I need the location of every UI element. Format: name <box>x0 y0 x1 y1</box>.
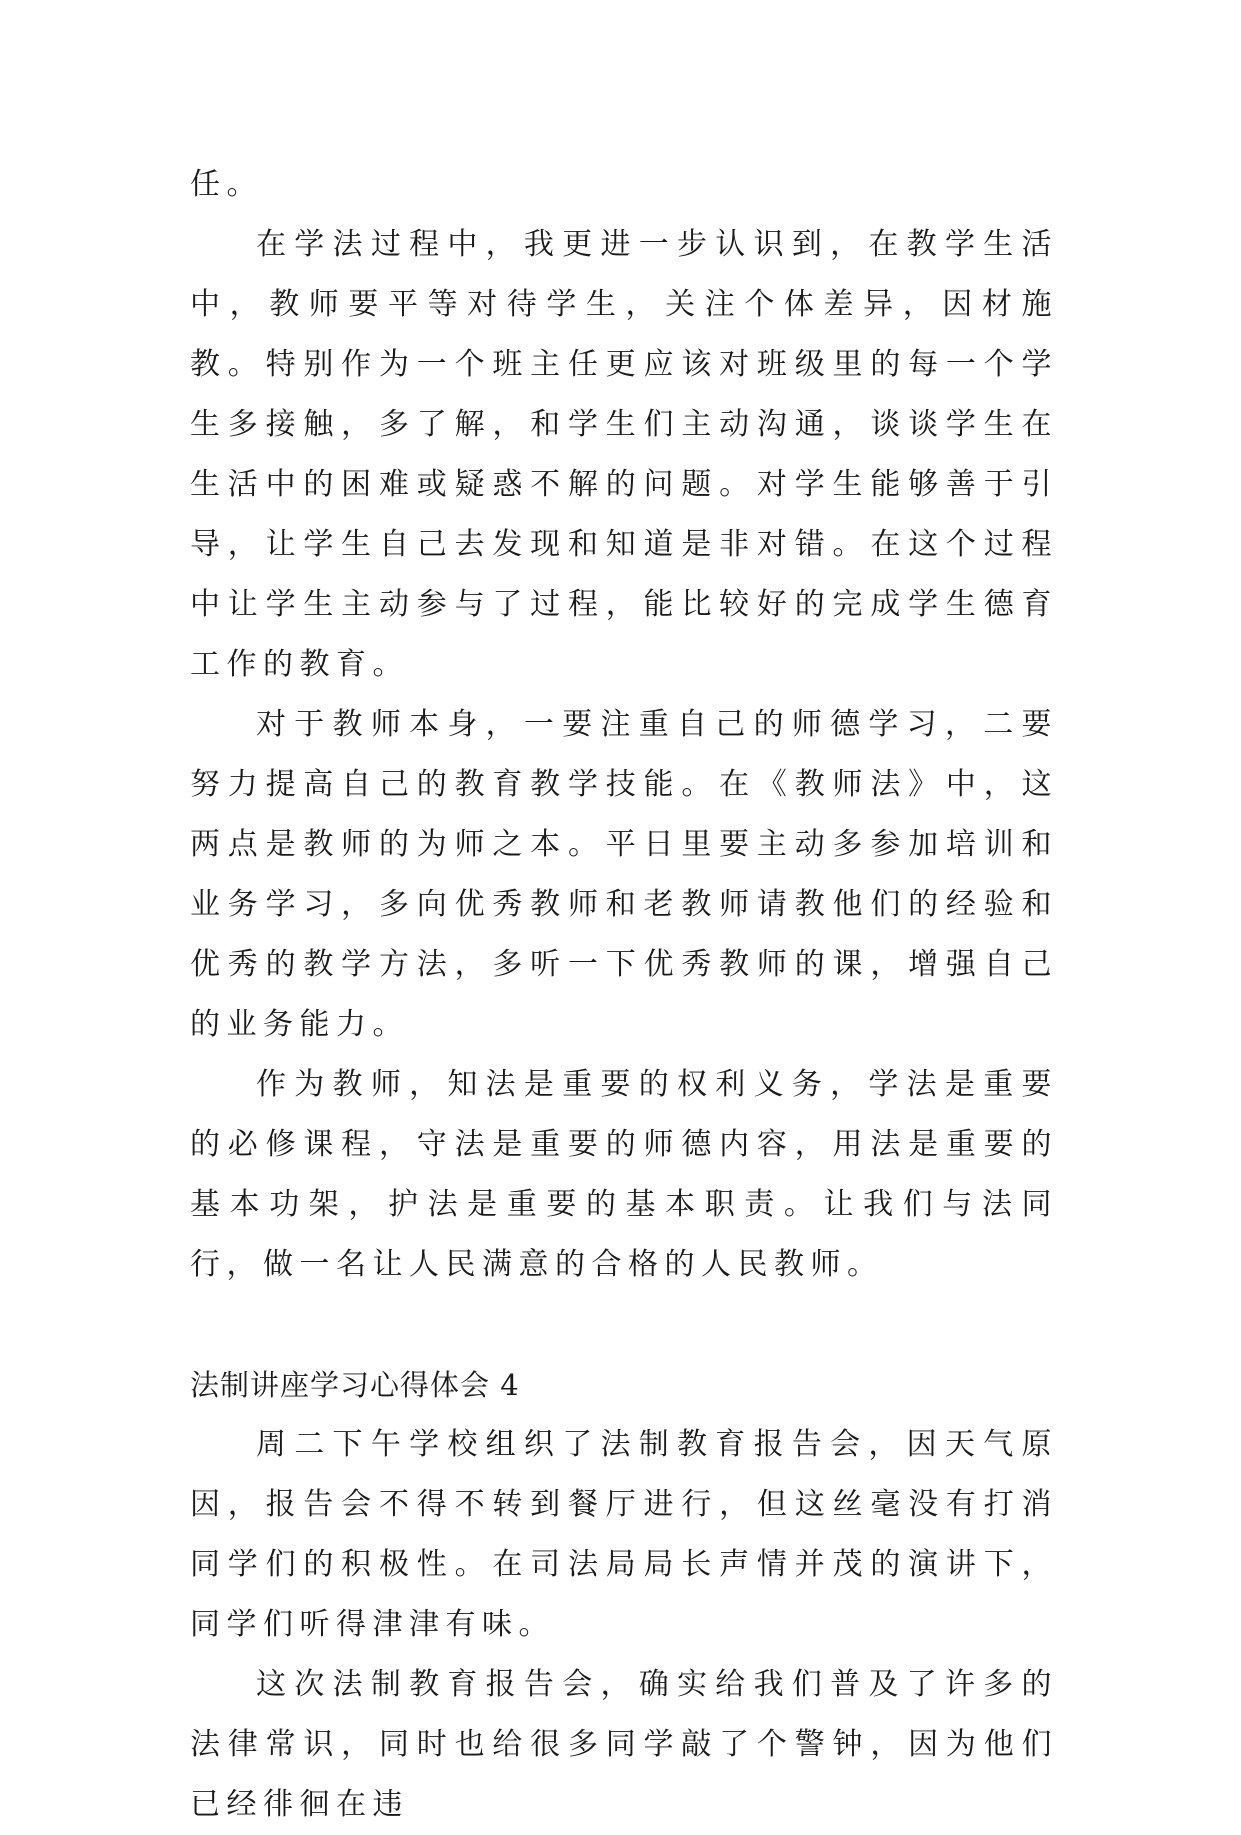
document-body <box>190 155 1058 1835</box>
paragraph: 作为教师，知法是重要的权利义务，学法是重要的必修课程，守法是重要的师德内容，用法是重要的基本功架，护法是重要的基本职责。让我们与法同行，做一名让人民满意的合格的人民教师。 <box>190 1067 1058 1282</box>
paragraph: 这次法制教育报告会，确实给我们普及了许多的法律常识，同时也给很多同学敲了个警钟，因为他们已经徘徊在违 <box>190 1667 1058 1822</box>
section-title: 法制讲座学习心得体会 4 <box>190 1368 520 1402</box>
paragraph-continuation: 任。 <box>190 167 263 202</box>
paragraph: 在学法过程中，我更进一步认识到，在教学生活中，教师要平等对待学生，关注个体差异，因材施教。特别作为一个班主任更应该对班级里的每一个学生多接触，多了解，和学生们主动沟通，谈谈学生在生活中的困难或疑惑不解的问题。对学生能够善于引导，让学生自己去发现和知道是非对错。在这个过程中让学生主动参与了过程，能比较好的完成学生德育工作的教育。 <box>190 227 1058 682</box>
paragraph: 周二下午学校组织了法制教育报告会，因天气原因，报告会不得不转到餐厅进行，但这丝毫没有打消同学们的积极性。在司法局局长声情并茂的演讲下，同学们听得津津有味。 <box>190 1427 1058 1642</box>
paragraph: 对于教师本身，一要注重自己的师德学习，二要努力提高自己的教育教学技能。在《教师法》中，这两点是教师的为师之本。平日里要主动多参加培训和业务学习，多向优秀教师和老教师请教他们的经验和优秀的教学方法，多听一下优秀教师的课，增强自己的业务能力。 <box>190 707 1058 1042</box>
